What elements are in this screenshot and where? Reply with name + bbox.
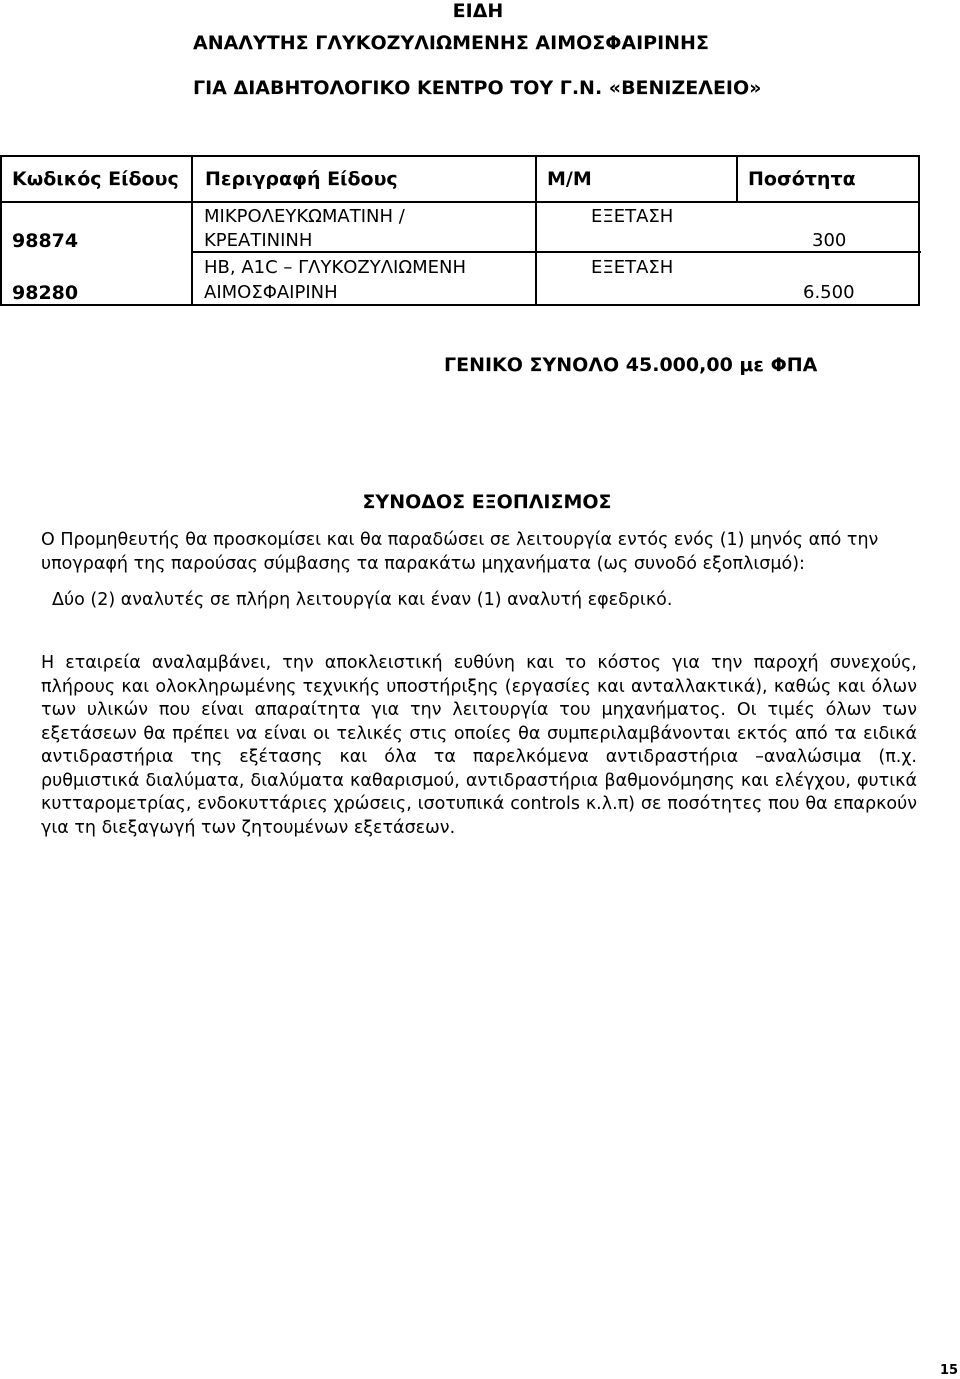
row-quantity: 6.500	[803, 282, 855, 303]
table-border-header	[0, 201, 920, 203]
col-header-code: Κωδικός Είδους	[12, 168, 179, 190]
row-unit: ΕΞΕΤΑΣΗ	[591, 257, 674, 278]
row-unit: ΕΞΕΤΑΣΗ	[591, 206, 674, 227]
row-quantity: 300	[812, 230, 847, 251]
table-border-right	[918, 155, 920, 306]
col-header-quantity: Ποσότητα	[748, 168, 856, 190]
col-header-unit: Μ/Μ	[547, 168, 592, 190]
table-border-row	[193, 251, 921, 253]
paragraph-support: Η εταιρεία αναλαμβάνει, την αποκλειστική ευθύνη και το κόστος για την παροχή συνεχούς, πλήρους και ολοκληρωμένης τεχνικής υποστήριξης (εργασίες και ανταλλακτικά), καθώς και όλων των υλικών που είναι απαραίτητα για την λειτουργία του μηχανήματος. Οι τιμές όλων των εξετάσεων θα πρέπει να είναι οι τελικές στις οποίες θα συμπεριλαμβάνονται εκτός από τα ειδικά αντιδραστήρια της εξέτασης και όλα τα παρελκόμενα αντιδραστήρια –αναλώσιμα (π.χ. ρυθμιστικά διαλύματα, διαλύματα καθαρισμού, αντιδραστήρια βαθμονόμησης και ελέγχου, φυτικά κυτταρομετρίας, ενδοκυττάριες χρώσεις, ισοτυπικά controls κ.λ.π) σε ποσότητες που θα επαρκούν για τη διεξαγωγή των ζητουμένων εξετάσεων.	[41, 653, 917, 838]
paragraph-analyzers: Δύο (2) αναλυτές σε πλήρη λειτουργία και έναν (1) αναλυτή εφεδρικό.	[52, 590, 673, 610]
table-border-col1	[191, 155, 193, 306]
table-border-top	[0, 155, 920, 157]
table-border-col2	[535, 155, 537, 306]
grand-total: ΓΕΝΙΚΟ ΣΥΝΟΛΟ 45.000,00 με ΦΠΑ	[444, 354, 818, 376]
page-number: 15	[940, 1363, 959, 1378]
header-title: ΕΙΔΗ	[452, 0, 504, 22]
header-subtitle-2: ΓΙΑ ΔΙΑΒΗΤΟΛΟΓΙΚΟ ΚΕΝΤΡΟ ΤΟΥ Γ.Ν. «ΒΕΝΙΖΕΛΕΙΟ»	[193, 77, 762, 99]
row-description-2: ΑΙΜΟΣΦΑΙΡΙΝΗ	[204, 282, 338, 303]
header-subtitle: ΑΝΑΛΥΤΗΣ ΓΛΥΚΟΖΥΛΙΩΜΕΝΗΣ ΑΙΜΟΣΦΑΙΡΙΝΗΣ	[193, 32, 709, 54]
row-description: ΜΙΚΡΟΛΕΥΚΩΜΑΤΙΝΗ /	[204, 206, 405, 227]
col-header-description: Περιγραφή Είδους	[205, 168, 398, 190]
table-border-left	[0, 155, 2, 306]
row-description-2: ΚΡΕΑΤΙΝΙΝΗ	[204, 230, 313, 251]
paragraph-supplier: Ο Προμηθευτής θα προσκομίσει και θα παραδώσει σε λειτουργία εντός ενός (1) μηνός από την υπογραφή της παρούσας σύμβασης τα παρακάτω μηχανήματα (ως συνοδό εξοπλισμό):	[41, 530, 879, 574]
table-border-bottom	[0, 304, 920, 306]
table-border-col3	[736, 155, 738, 203]
row-description: HB, A1C – ΓΛΥΚΟΖΥΛΙΩΜΕΝΗ	[204, 257, 467, 278]
section-title: ΣΥΝΟΔΟΣ ΕΞΟΠΛΙΣΜΟΣ	[362, 491, 612, 513]
row-code: 98874	[12, 230, 79, 252]
row-code: 98280	[12, 282, 79, 304]
